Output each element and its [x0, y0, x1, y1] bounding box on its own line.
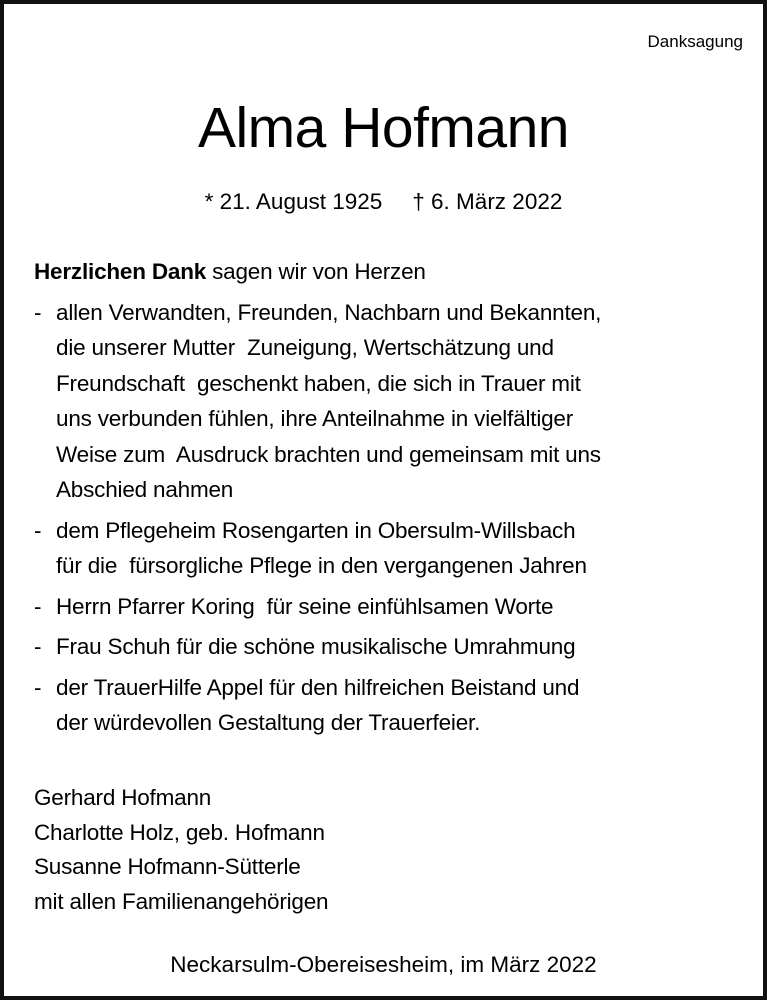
thanks-line-text: der TrauerHilfe Appel für den hilfreichen Beistand und [56, 674, 580, 700]
deceased-name: Alma Hofmann [198, 96, 569, 160]
thanks-line [34, 589, 601, 625]
signatory: Charlotte Holz, geb. Hofmann [34, 819, 325, 845]
thanks-list [34, 295, 601, 741]
intro-bold: Herzlichen Dank [34, 259, 207, 284]
place-and-date: Neckarsulm-Obereisesheim, im März 2022 [170, 952, 597, 977]
thanks-text [34, 254, 601, 741]
thanks-line [34, 366, 601, 402]
thanks-line [34, 670, 601, 706]
thanks-line [34, 705, 601, 741]
thanks-list-item [34, 295, 601, 508]
thanks-list-item [34, 629, 601, 665]
thanks-list-item [34, 513, 601, 584]
thanks-line [34, 548, 601, 584]
thanks-line-text: Herrn Pfarrer Koring für seine einfühlsamen Worte [56, 593, 554, 619]
thanks-line-text: dem Pflegeheim Rosengarten in Obersulm-Willsbach [56, 517, 576, 543]
birth-date: * 21. August 1925 [204, 189, 383, 214]
signatory: Gerhard Hofmann [34, 785, 212, 810]
thanks-line-text: Abschied nahmen [56, 477, 234, 502]
list-dash: - [34, 593, 42, 619]
thanks-line-text: Freundschaft geschenkt haben, die sich in Trauer mit [56, 370, 581, 396]
intro-line [34, 254, 601, 290]
thanks-line [34, 437, 601, 473]
signatory: Susanne Hofmann-Sütterle [34, 854, 301, 880]
life-dates [0, 186, 767, 218]
thanks-line-text: die unserer Mutter Zuneigung, Wertschätzung und [56, 335, 554, 360]
thanks-line [34, 513, 601, 549]
thanks-line-text: allen Verwandten, Freunden, Nachbarn und Bekannten, [56, 299, 602, 325]
intro-rest: sagen wir von Herzen [206, 259, 426, 284]
list-dash: - [34, 517, 42, 543]
thanks-line [34, 629, 601, 665]
thanks-line [34, 472, 601, 508]
signatories [34, 781, 328, 920]
list-dash: - [34, 299, 42, 325]
thanks-line-text: der würdevollen Gestaltung der Trauerfeier. [56, 710, 481, 735]
thanks-line-text: Frau Schuh für die schöne musikalische Umrahmung [56, 634, 576, 659]
list-dash: - [34, 634, 42, 659]
signatory: mit allen Familienangehörigen [34, 889, 329, 915]
thanks-list-item [34, 589, 601, 625]
thanks-line [34, 330, 601, 366]
thanks-line-text: uns verbunden fühlen, ihre Anteilnahme in vielfältiger [56, 406, 574, 431]
thanks-list-item [34, 670, 601, 741]
notice-type-label: Danksagung [647, 32, 743, 51]
thanks-line-text: für die fürsorgliche Pflege in den vergangenen Jahren [56, 553, 587, 578]
list-dash: - [34, 674, 42, 700]
thanks-line [34, 295, 601, 331]
thanks-line [34, 401, 601, 437]
death-date: † 6. März 2022 [412, 189, 563, 214]
thanks-line-text: Weise zum Ausdruck brachten und gemeinsam mit uns [56, 441, 601, 467]
